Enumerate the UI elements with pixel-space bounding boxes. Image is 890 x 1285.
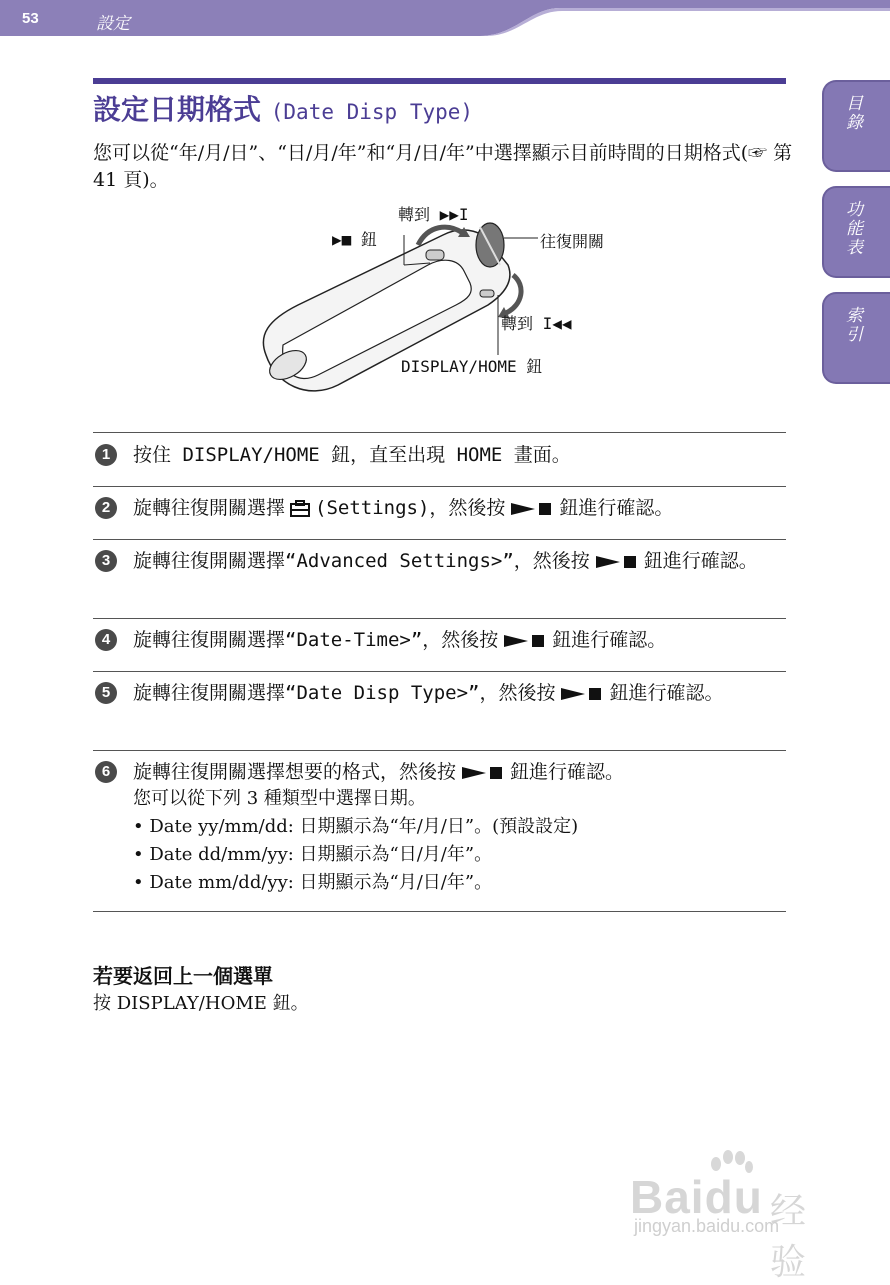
label-next: 轉到 ▶▶I	[398, 205, 469, 224]
divider	[93, 911, 786, 912]
divider	[93, 539, 786, 540]
step-note: 您可以從下列 3 種類型中選擇日期。	[133, 788, 426, 809]
watermark-url: jingyan.baidu.com	[634, 1216, 780, 1236]
step-text: 按住 DISPLAY/HOME 鈕，直至出現 HOME 畫面。	[133, 444, 571, 466]
watermark-brand-cn: 经验	[770, 1191, 807, 1283]
intro-paragraph: 您可以從“年/月/日”、“日/月/年”和“月/日/年”中選擇顯示目前時間的日期格式(☞ 第 41 頁)。	[93, 142, 793, 191]
watermark-brand: Baidu	[630, 1171, 763, 1223]
label-prev: 轉到 I◀◀	[501, 314, 572, 333]
page-number: 53	[22, 10, 39, 27]
step-text: 旋轉往復開關選擇“Date-Time>”，然後按	[133, 629, 499, 651]
device-diagram	[258, 195, 638, 400]
watermark	[630, 1150, 840, 1283]
page-title	[93, 88, 473, 128]
step-6	[93, 759, 786, 897]
play-stop-icon	[561, 687, 603, 701]
divider	[93, 486, 786, 487]
title-rule	[93, 78, 786, 84]
label-shuttle-switch: 往復開關	[540, 232, 605, 251]
divider	[93, 618, 786, 619]
return-text: 按 DISPLAY/HOME 鈕。	[93, 993, 309, 1014]
play-stop-icon	[504, 634, 546, 648]
page-title-main: 設定日期格式	[93, 93, 262, 126]
divider	[93, 671, 786, 672]
step-5	[93, 680, 786, 706]
settings-icon	[289, 500, 311, 518]
section-name: 設定	[96, 14, 130, 34]
step-text: (Settings)，然後按	[315, 497, 506, 519]
header-band	[0, 0, 890, 36]
tab-index[interactable]	[822, 292, 890, 384]
step-number: 1	[95, 444, 117, 466]
tab-index-label: 索引	[842, 306, 862, 344]
label-play-button: ▶■ 鈕	[332, 230, 377, 249]
step-number: 2	[95, 497, 117, 519]
step-2	[93, 495, 786, 521]
step-3	[93, 548, 786, 574]
step-4	[93, 627, 786, 653]
play-stop-icon	[462, 766, 504, 780]
step-1	[93, 442, 786, 468]
tab-menu-label: 功能表	[842, 200, 862, 257]
step-text: 鈕進行確認。	[643, 550, 758, 572]
label-display-button: DISPLAY/HOME 鈕	[401, 357, 543, 376]
return-heading: 若要返回上一個選單	[93, 964, 273, 988]
step-number: 3	[95, 550, 117, 572]
tab-contents-label: 目錄	[842, 94, 862, 132]
divider	[93, 750, 786, 751]
page-header	[0, 0, 890, 36]
step-text: 旋轉往復開關選擇“Date Disp Type>”，然後按	[133, 682, 556, 704]
step-text: 鈕進行確認。	[559, 497, 674, 519]
step-number: 5	[95, 682, 117, 704]
option-item: • Date mm/dd/yy: 日期顯示為“月/日/年”。	[133, 872, 493, 893]
page-title-sub: (Date Disp Type)	[270, 100, 474, 124]
tab-contents[interactable]	[822, 80, 890, 172]
step-text: 旋轉往復開關選擇想要的格式，然後按	[133, 761, 457, 783]
tab-menu[interactable]	[822, 186, 890, 278]
step-text: 鈕進行確認。	[510, 761, 625, 783]
option-item: • Date dd/mm/yy: 日期顯示為“日/月/年”。	[133, 844, 493, 865]
step-number: 4	[95, 629, 117, 651]
divider	[93, 432, 786, 433]
step-number: 6	[95, 761, 117, 783]
step-text: 旋轉往復開關選擇“Advanced Settings>”，然後按	[133, 550, 590, 572]
play-stop-icon	[596, 555, 638, 569]
play-stop-icon	[511, 502, 553, 516]
step-text: 鈕進行確認。	[609, 682, 724, 704]
option-item: • Date yy/mm/dd: 日期顯示為“年/月/日”。(預設設定)	[133, 816, 579, 837]
step-text: 鈕進行確認。	[552, 629, 667, 651]
step-text: 旋轉往復開關選擇	[133, 497, 286, 519]
